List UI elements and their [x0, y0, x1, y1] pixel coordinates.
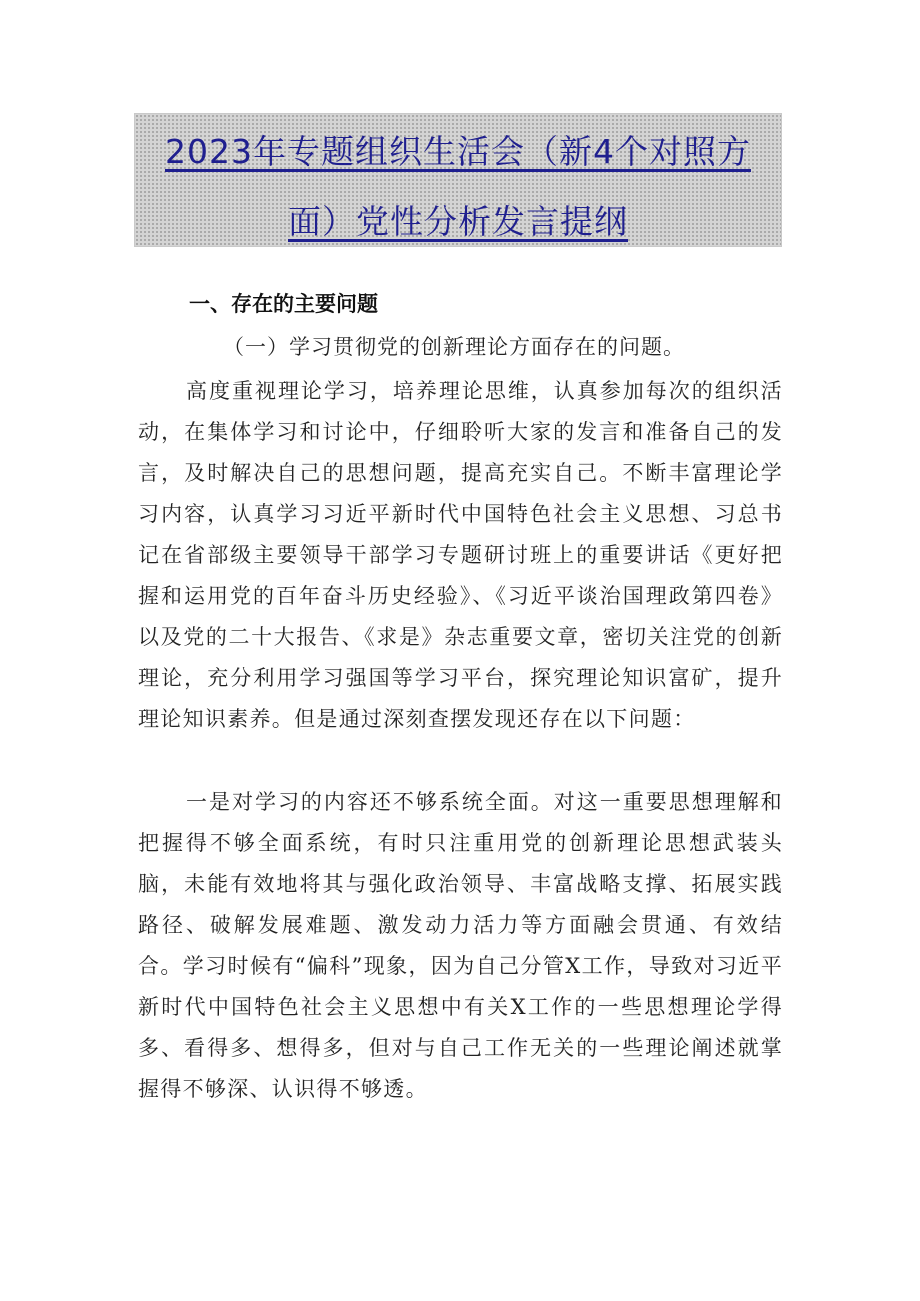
body-paragraph-1: 高度重视理论学习，培养理论思维，认真参加每次的组织活动，在集体学习和讨论中，仔细聆听大家的发言和准备自己的发言，及时解决自己的思想问题，提高充实自己。不断丰富理论学习内容，认真学习习近平新时代中国特色社会主义思想、习总书记在省部级主要领导干部学习专题研讨班上的重要讲话《更好把握和运用党的百年奋斗历史经验》、《习近平谈治国理政第四卷》以及党的二十大报告、《求是》杂志重要文章，密切关注党的创新理论，充分利用学习强国等学习平台，探究理论知识富矿，提升理论知识素养。但是通过深刻查摆发现还存在以下问题： [138, 379, 783, 731]
section-subheading: （一）学习贯彻党的创新理论方面存在的问题。 [223, 335, 685, 359]
document-title-banner [134, 113, 782, 247]
body-paragraph-2: 一是对学习的内容还不够系统全面。对这一重要思想理解和把握得不够全面系统，有时只注重用党的创新理论思想武装头脑，未能有效地将其与强化政治领导、丰富战略支撑、拓展实践路径、破解发展难题、激发动力活力等方面融会贯通、有效结合。学习时候有“偏科”现象，因为自己分管X工作，导致对习近平新时代中国特色社会主义思想中有关X工作的一些思想理论学得多、看得多、想得多，但对与自己工作无关的一些理论阐述就掌握得不够深、认识得不够透。 [138, 790, 783, 1101]
section-heading: 一、存在的主要问题 [189, 292, 378, 316]
document-title-line-1: 2023年专题组织生活会（新4个对照方 [165, 132, 751, 171]
document-title-line-2: 面）党性分析发言提纲 [288, 202, 628, 241]
